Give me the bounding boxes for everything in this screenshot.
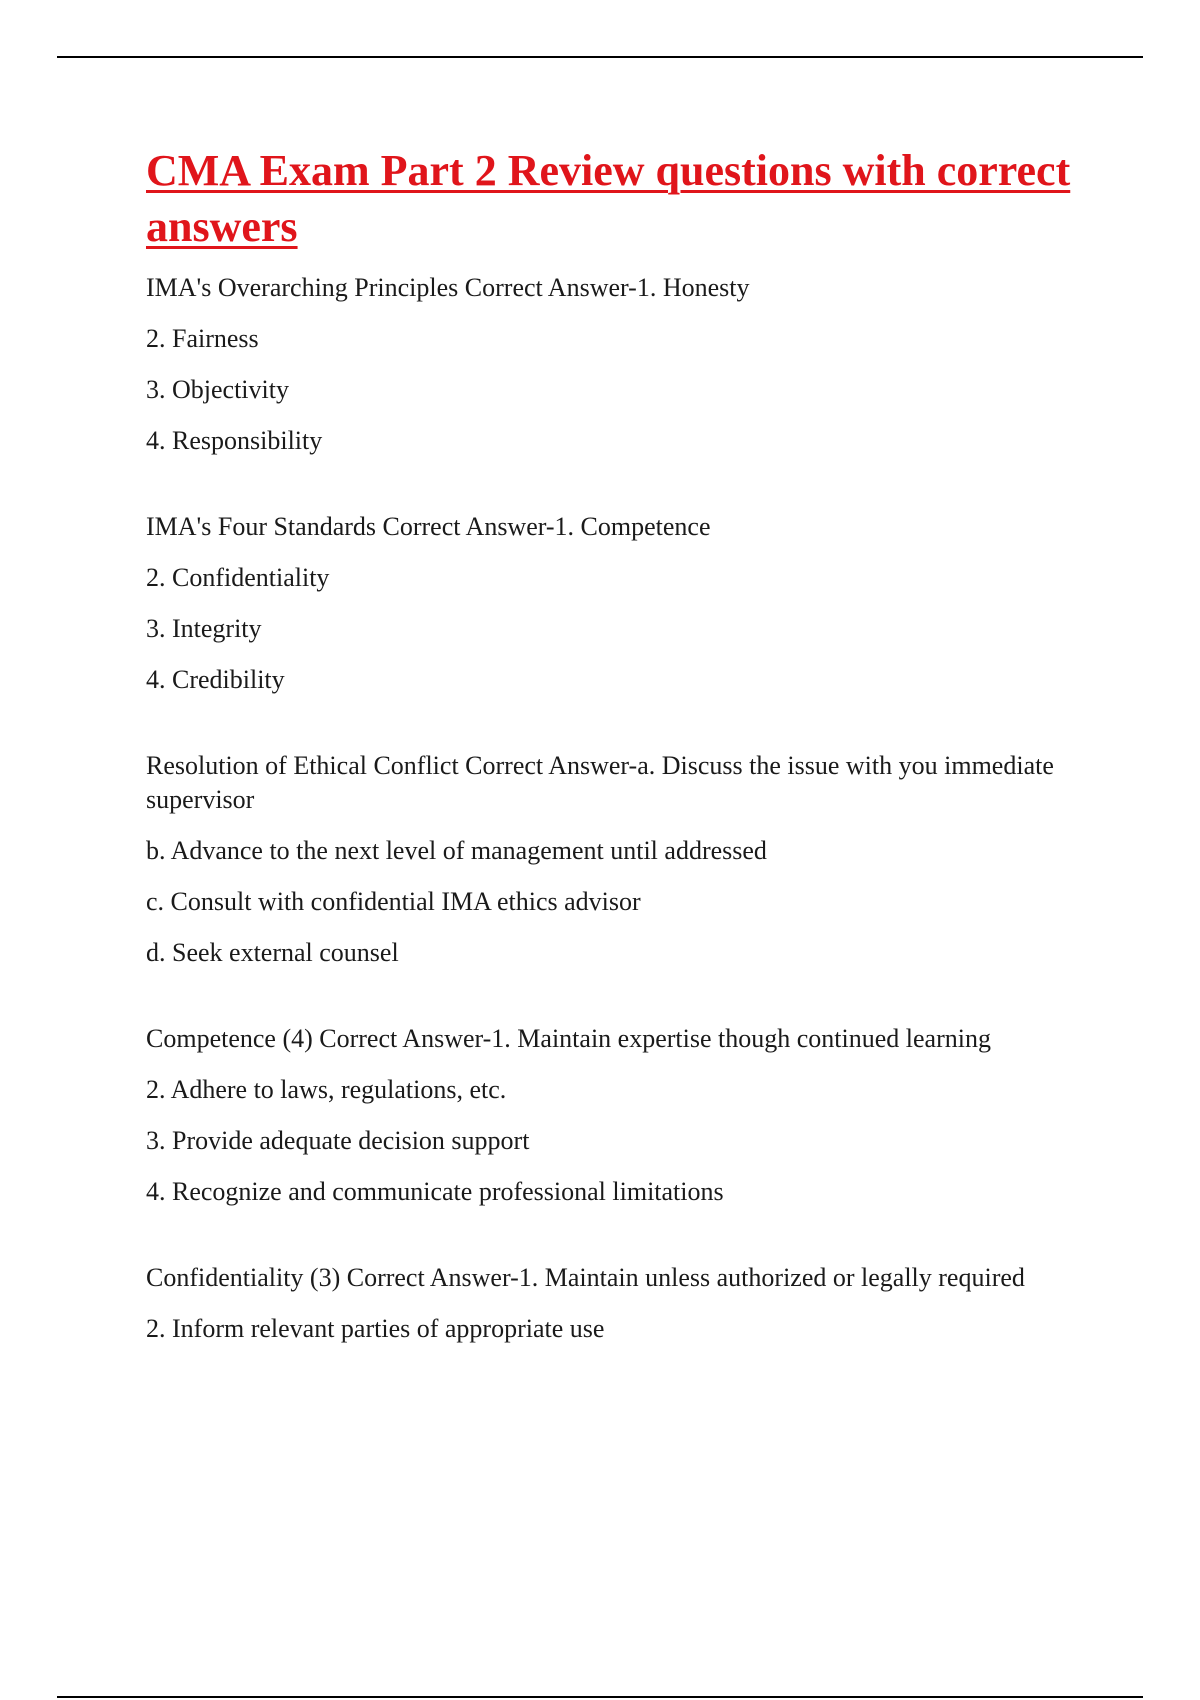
qa-section-competence <box>146 1022 1106 1209</box>
footer-rule <box>57 1696 1143 1698</box>
answer-line: 2. Adhere to laws, regulations, etc. <box>146 1075 507 1104</box>
answer-line: 4. Responsibility <box>146 426 323 455</box>
question-line: IMA's Overarching Principles Correct Answer-1. Honesty <box>146 273 750 302</box>
header-rule <box>57 56 1143 58</box>
document-body <box>146 143 1106 1398</box>
document-title: CMA Exam Part 2 Review questions with correct answers <box>146 146 1071 251</box>
answer-line: 4. Recognize and communicate professional limitations <box>146 1177 724 1206</box>
answer-line: c. Consult with confidential IMA ethics advisor <box>146 887 641 916</box>
qa-section-overarching-principles <box>146 271 1106 458</box>
answer-line: 2. Fairness <box>146 324 259 353</box>
answer-line: d. Seek external counsel <box>146 938 399 967</box>
qa-section-ethical-conflict <box>146 749 1106 970</box>
qa-section-four-standards <box>146 510 1106 697</box>
question-line: IMA's Four Standards Correct Answer-1. Competence <box>146 512 711 541</box>
question-line: Competence (4) Correct Answer-1. Maintain expertise though continued learning <box>146 1024 991 1053</box>
question-line: Resolution of Ethical Conflict Correct Answer-a. Discuss the issue with you immediate supervisor <box>146 751 1054 814</box>
question-line: Confidentiality (3) Correct Answer-1. Maintain unless authorized or legally required <box>146 1263 1025 1292</box>
answer-line: 4. Credibility <box>146 665 285 694</box>
answer-line: 3. Objectivity <box>146 375 289 404</box>
qa-section-confidentiality <box>146 1261 1106 1346</box>
answer-line: b. Advance to the next level of management until addressed <box>146 836 767 865</box>
answer-line: 3. Provide adequate decision support <box>146 1126 530 1155</box>
answer-line: 2. Inform relevant parties of appropriate use <box>146 1314 605 1343</box>
answer-line: 2. Confidentiality <box>146 563 330 592</box>
answer-line: 3. Integrity <box>146 614 262 643</box>
